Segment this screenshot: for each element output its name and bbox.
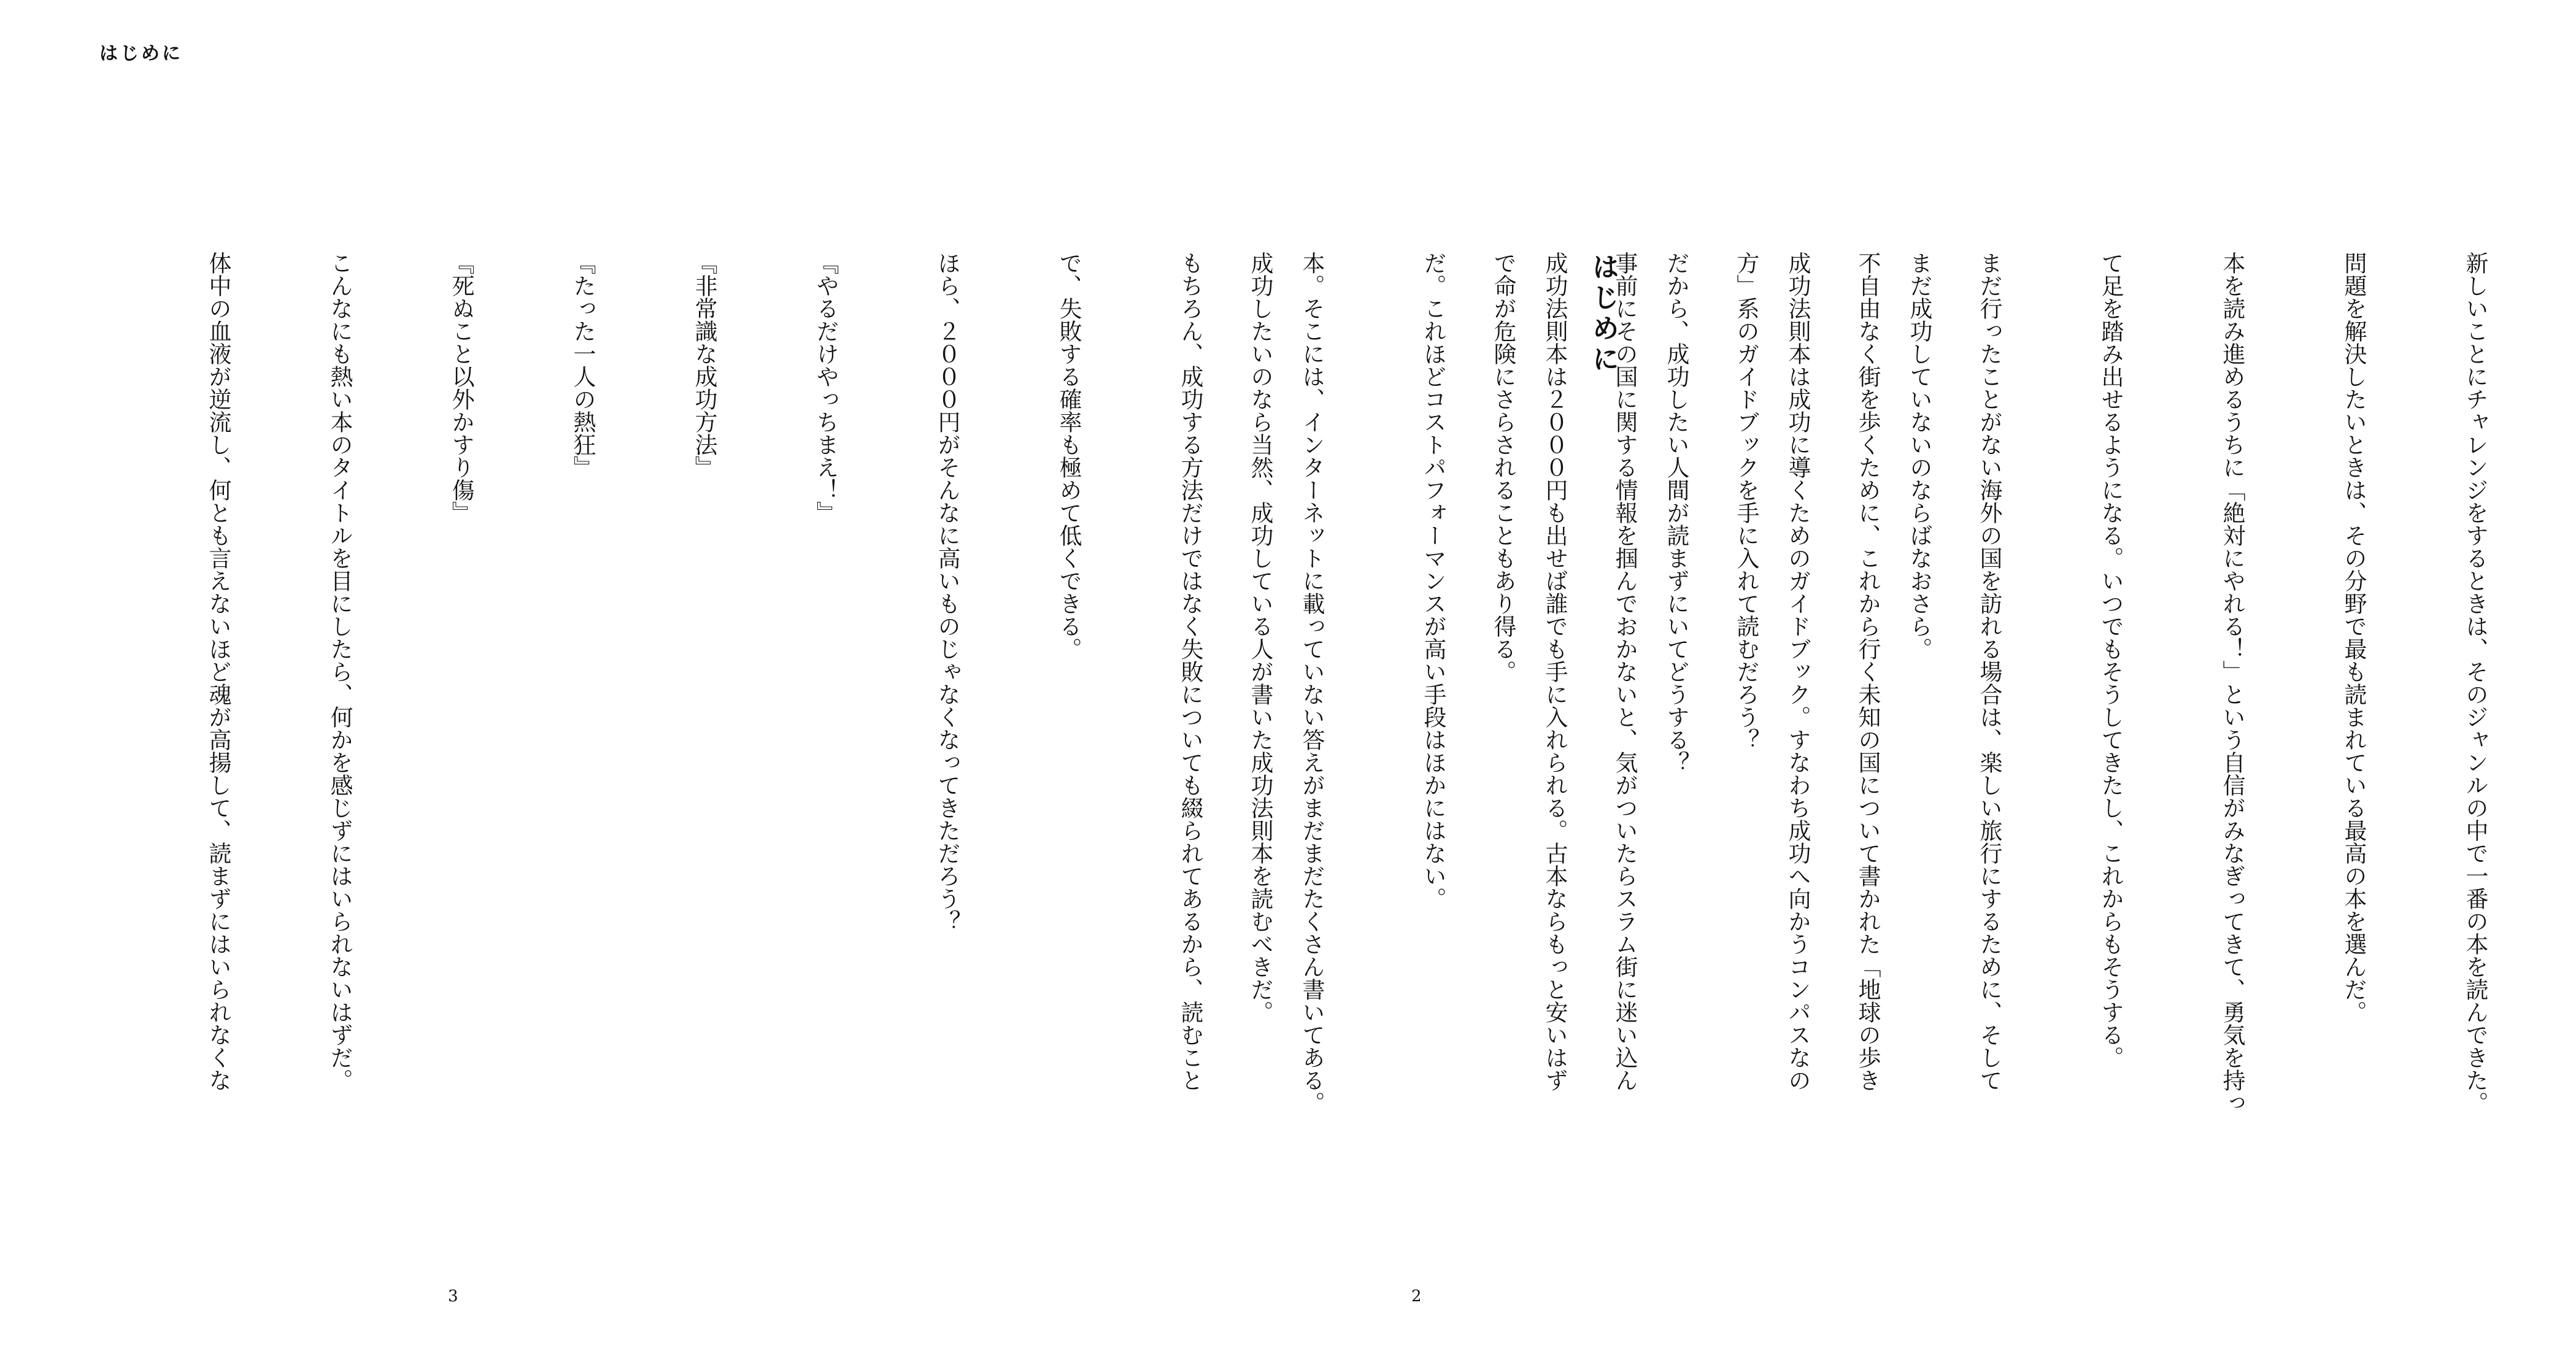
body-line: 方」系のガイドブックを手に入れて読むだろう？ <box>1733 252 1759 751</box>
body-line: 本を読み進めるうちに「絶対にやれる！」という自信がみなぎってきて、勇気を持っ <box>2219 252 2245 1114</box>
body-line: 成功法則本は成功に導くためのガイドブック。すなわち成功へ向かうコンパスなの <box>1784 252 1811 1091</box>
body-line: 成功したいのなら当然、成功している人が書いた成功法則本を読むべきだ。 <box>1247 252 1273 1023</box>
body-line: 不自由なく街を歩くために、これから行く未知の国について書かれた「地球の歩き <box>1854 252 1881 1091</box>
body-line: 問題を解決したいときは、その分野で最も読まれている最高の本を選んだ。 <box>2340 252 2367 1023</box>
book-title-line: 『死ぬこと以外かすり傷』 <box>448 252 474 524</box>
body-line: もちろん、成功する方法だけではなく失敗についても綴られてあるから、読むこと <box>1177 252 1203 1091</box>
body-line: で命が危険にさらされることもあり得る。 <box>1490 252 1516 683</box>
body-line: 事前にその国に関する情報を掴んでおかないと、気がついたらスラム街に迷い込ん <box>1611 252 1638 1091</box>
body-line: こんなにも熱い本のタイトルを目にしたら、何かを感じずにはいられないはずだ。 <box>326 252 353 1091</box>
body-line: ほら、２０００円がそんなに高いものじゃなくなってきただろう？ <box>934 252 960 933</box>
book-title-line: 『たった一人の熱狂』 <box>569 252 596 479</box>
body-line: 体中の血液が逆流し、何とも言えないほど魂が高揚して、読まずにはいられなくな <box>205 252 231 1091</box>
left-page-body <box>117 252 2020 1114</box>
body-line: だ。これほどコストパフォーマンスが高い手段はほかにはない。 <box>1420 252 1446 910</box>
body-line: で、失敗する確率も極めて低くできる。 <box>1055 252 1082 660</box>
body-line: まだ成功していないのならばなおさら。 <box>1906 252 1932 660</box>
page-number-left: 3 <box>448 1287 458 1306</box>
chapter-title: はじめに <box>1587 253 1619 375</box>
body-line: 成功法則本は２０００円も出せば誰でも手に入れられる。古本ならもっと安いはず <box>1541 252 1568 1091</box>
page-number-right: 2 <box>1411 1287 1422 1306</box>
book-title-line: 『非常識な成功方法』 <box>691 252 717 479</box>
running-head: はじめに <box>99 43 183 64</box>
body-line: て足を踏み出せるようになる。いつでもそうしてきたし、これからもそうする。 <box>2097 252 2124 1069</box>
body-line: 本。そこには、インターネットに載っていない答えがまだまだたくさん書いてある。 <box>1298 252 1325 1114</box>
book-title-line: 『やるだけやっちまえ！』 <box>812 252 839 524</box>
body-line: まだ行ったことがない海外の国を訪れる場合は、楽しい旅行にするために、そして <box>1976 252 2002 1091</box>
body-line: だから、成功したい人間が読まずにいてどうする？ <box>1663 252 1689 774</box>
body-line: 新しいことにチャレンジをするときは、そのジャンルの中で一番の本を読んできた。 <box>2462 252 2488 1114</box>
